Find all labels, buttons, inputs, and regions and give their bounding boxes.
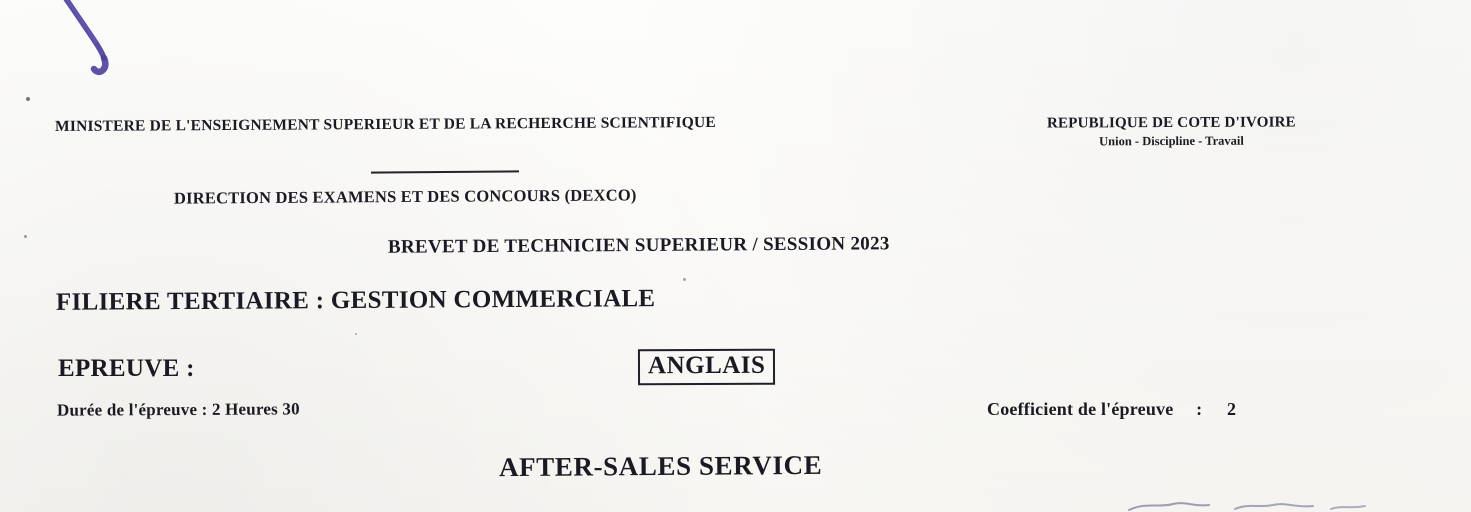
epreuve-label: EPREUVE : <box>58 355 195 382</box>
blue-ink-stroke-icon <box>20 0 140 84</box>
ink-speck <box>683 278 686 281</box>
diploma-session-heading: BREVET DE TECHNICIEN SUPERIEUR / SESSION 2023 <box>387 233 890 258</box>
direction-heading: DIRECTION DES EXAMENS ET DES CONCOURS (DEXCO) <box>173 185 637 208</box>
republic-name: REPUBLIQUE DE COTE D'IVOIRE <box>1046 114 1296 132</box>
paper-title: AFTER-SALES SERVICE <box>498 449 823 483</box>
republic-heading <box>1047 114 1296 149</box>
handwriting-bleed <box>1125 496 1375 512</box>
ink-speck <box>26 97 30 101</box>
coefficient-label: Coefficient de l'épreuve <box>987 399 1174 419</box>
filiere-line: FILIERE TERTIAIRE : GESTION COMMERCIALE <box>55 285 656 316</box>
subject-box <box>638 349 776 386</box>
coefficient-separator: : <box>1196 399 1203 419</box>
ink-speck <box>355 333 357 335</box>
republic-motto: Union - Discipline - Travail <box>1099 133 1244 149</box>
subject-name: ANGLAIS <box>647 351 766 380</box>
ministry-heading: MINISTERE DE L'ENSEIGNEMENT SUPERIEUR ET DE LA RECHERCHE SCIENTIFIQUE <box>54 113 716 136</box>
duration-line: Durée de l'épreuve : 2 Heures 30 <box>56 399 300 420</box>
coefficient-line <box>987 399 1236 420</box>
horizontal-rule <box>371 170 519 173</box>
coefficient-value: 2 <box>1227 399 1237 419</box>
ink-speck <box>24 235 27 238</box>
